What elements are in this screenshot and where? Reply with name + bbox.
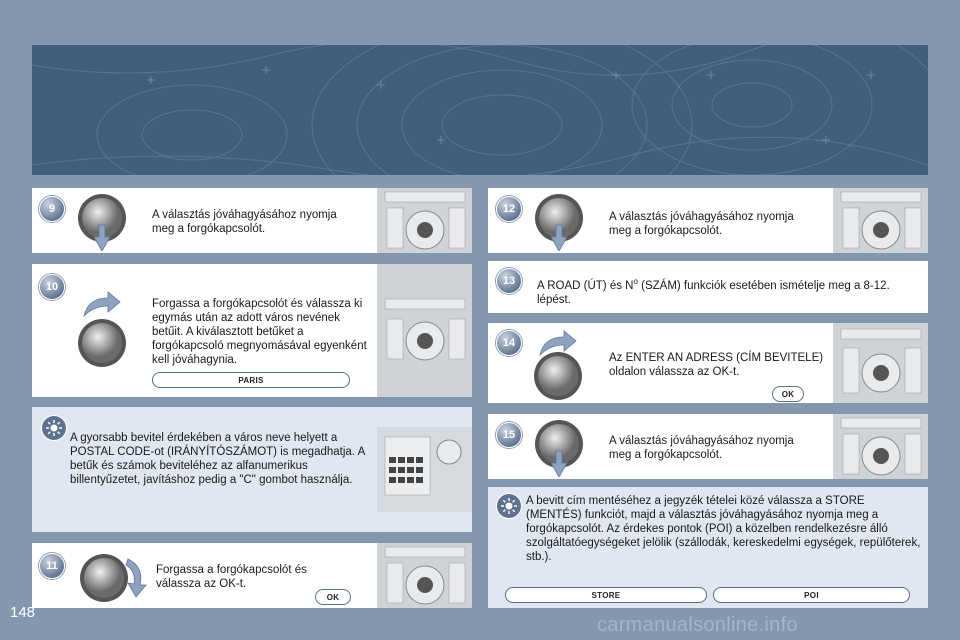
radio-knob-icon (833, 188, 928, 253)
step-15 (488, 414, 928, 479)
step-12-text: A választás jóváhagyásához nyomja meg a forgókapcsolót. (609, 211, 794, 237)
step-9 (32, 188, 472, 253)
ok-button[interactable]: OK (315, 589, 351, 605)
poi-button[interactable]: POI (713, 587, 910, 603)
step-number-badge: 12 (496, 196, 522, 222)
step-14 (488, 323, 928, 403)
radio-knob-icon (833, 414, 928, 479)
step-number-badge: 11 (39, 553, 65, 579)
step-number-badge: 13 (496, 268, 522, 294)
step-number-badge: 9 (39, 196, 65, 222)
tip-1-text: A gyorsabb bevitel érdekében a város neve helyett a POSTAL CODE-ot (IRÁNYÍTÓSZÁMOT) is megadhatja. A betűk és számok beviteléhez az alfanumerikus billentyűzetet, javításhoz pedig a "C" gombot használja. (70, 432, 365, 486)
lightbulb-icon (41, 415, 67, 441)
rotate-arrow-icon (82, 290, 122, 318)
radio-panel-image (377, 264, 472, 397)
rotary-knob-icon (72, 191, 132, 251)
rotary-knob-icon (531, 349, 585, 403)
step-11 (32, 543, 472, 608)
radio-panel-image (833, 188, 928, 253)
step-10 (32, 264, 472, 397)
rotary-knob-icon (529, 191, 589, 251)
paris-button[interactable]: PARIS (152, 372, 350, 388)
topographic-pattern (32, 45, 928, 175)
step-11-text: Forgassa a forgókapcsolót és válassza az OK-t. (156, 564, 307, 590)
step-14-text: Az ENTER AN ADRESS (CÍM BEVITELE) oldalon válassza az OK-t. (609, 352, 824, 378)
ok-button[interactable]: OK (772, 386, 804, 402)
keypad-icon (377, 427, 472, 512)
radio-knob-icon (377, 264, 472, 397)
watermark: carmanualsonline.info (597, 614, 798, 636)
step-13-text: A ROAD (ÚT) és $N^o$ (SZÁM) funkciók esetében ismételje meg a 8-12. lépést. (537, 277, 890, 306)
step-13 (488, 261, 928, 313)
page-number: 148 (10, 604, 36, 621)
step-number-badge: 14 (496, 330, 522, 356)
rotate-arrow-icon (124, 557, 152, 599)
radio-knob-icon (377, 543, 472, 608)
radio-panel-image (833, 323, 928, 403)
step-9-text: A választás jóváhagyásához nyomja meg a forgókapcsolót. (152, 209, 337, 235)
tip-postal-code (32, 407, 472, 532)
header-banner (32, 45, 928, 175)
radio-knob-icon (377, 188, 472, 253)
step-15-text: A választás jóváhagyásához nyomja meg a forgókapcsolót. (609, 435, 794, 461)
lightbulb-icon (496, 493, 522, 519)
tip-2-text: A bevitt cím mentéséhez a jegyzék tételei közé válassza a STORE (MENTÉS) funkciót, majd a választás jóváhagyásához nyomja meg a forgókapcsolót. Az érdekes pontok (POI) a közelben rendelkezésre álló szolgáltatóegységeket jelölik (szállodák, kereskedelmi egységek, repülőterek, stb.). (526, 495, 921, 563)
step-10-text: Forgassa a forgókapcsolót és válassza ki egymás után az adott város nevének betűit. A kiválasztott betűket a forgókapcsoló megnyomásával egyenként kell jóváhagynia. (152, 298, 367, 366)
step-number-badge: 15 (496, 422, 522, 448)
rotary-knob-icon (77, 551, 131, 605)
step-number-badge: 10 (39, 274, 65, 300)
tip-store-poi (488, 487, 928, 608)
step-12 (488, 188, 928, 253)
keypad-panel-image (377, 427, 472, 512)
radio-panel-image (833, 414, 928, 479)
store-button[interactable]: STORE (505, 587, 707, 603)
radio-knob-icon (833, 323, 928, 403)
rotary-knob-icon (529, 417, 589, 477)
rotary-knob-icon (75, 316, 129, 370)
radio-panel-image (377, 543, 472, 608)
radio-panel-image (377, 188, 472, 253)
